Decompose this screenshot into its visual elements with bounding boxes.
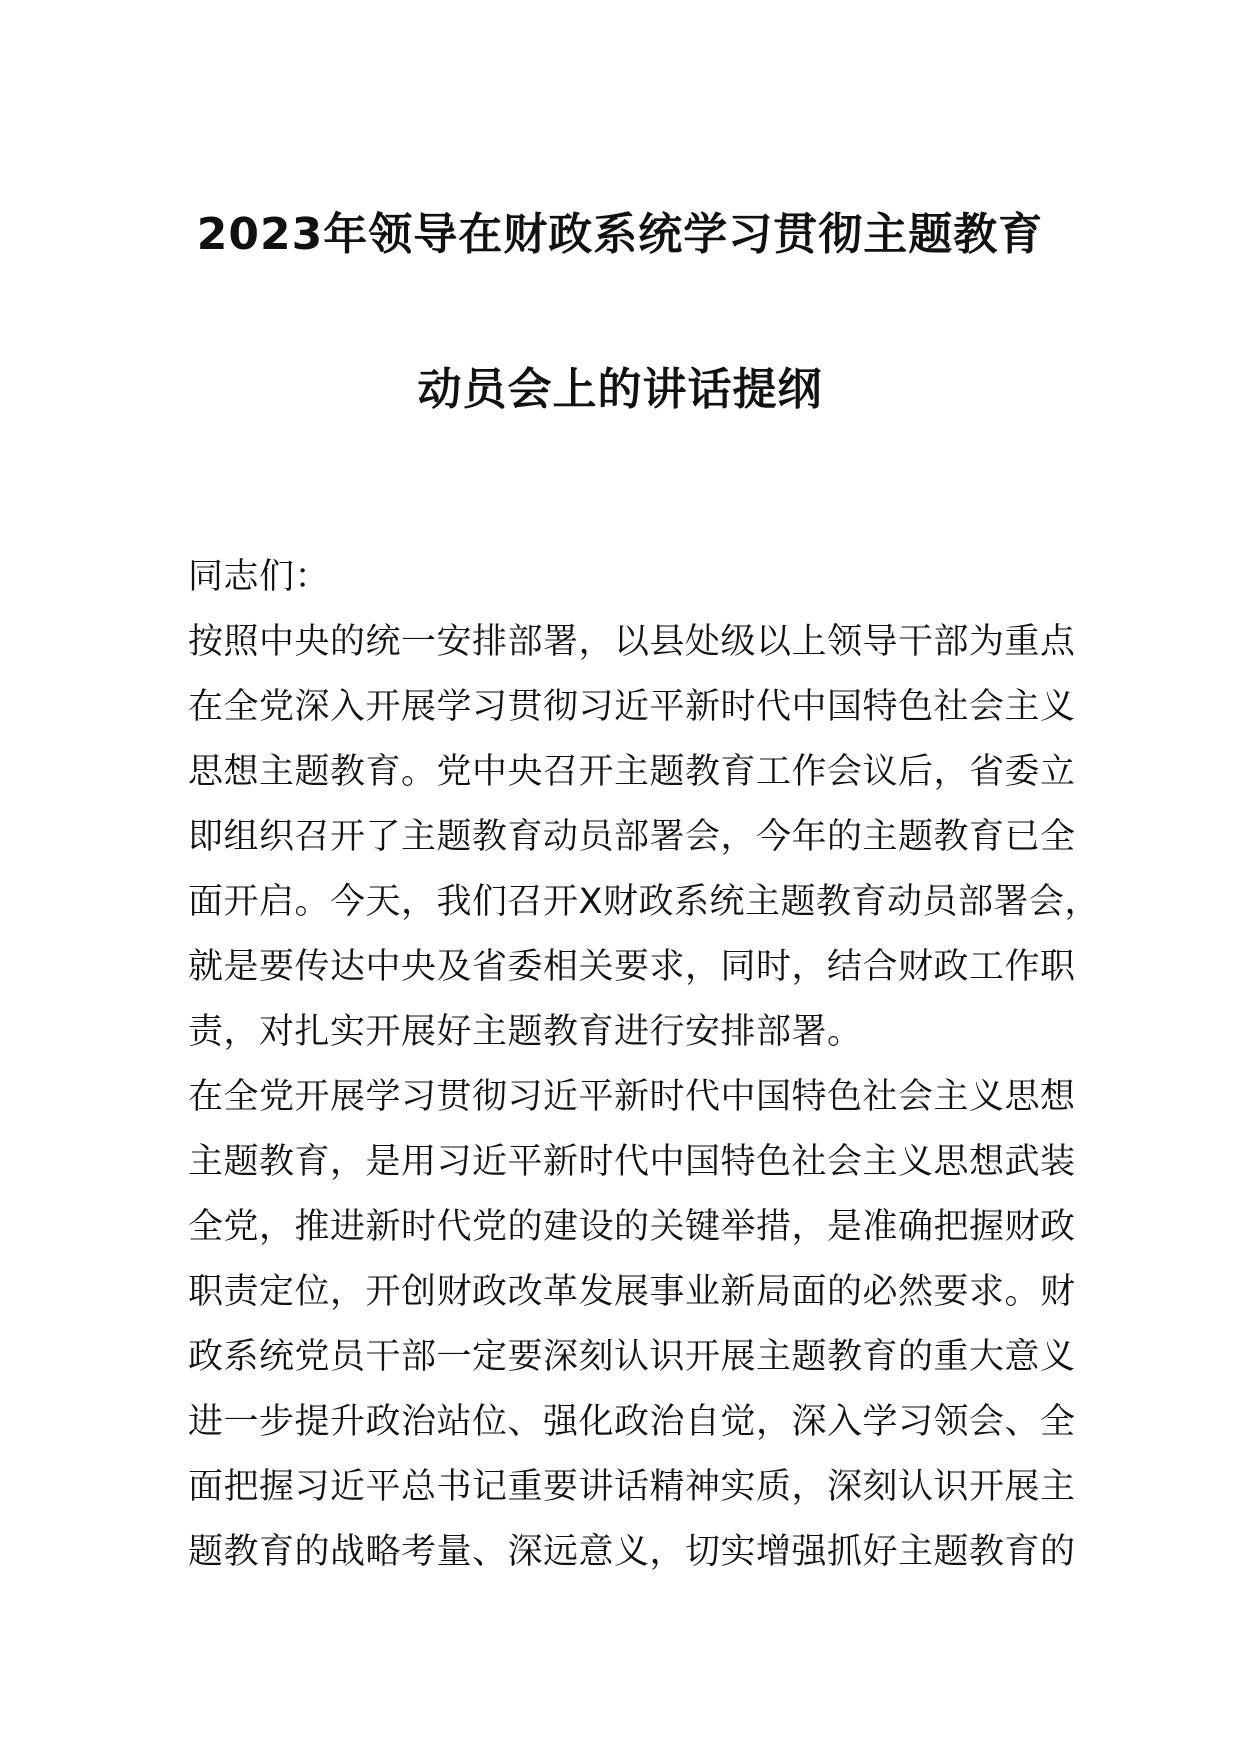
paragraph-line: 在全党开展学习贯彻习近平新时代中国特色社会主义思想 — [188, 1077, 1076, 1117]
paragraph-line: 在全党深入开展学习贯彻习近平新时代中国特色社会主义 — [188, 687, 1076, 727]
document-title-line-1: 2023年领导在财政系统学习贯彻主题教育 — [196, 209, 1044, 260]
paragraph-line: 即组织召开了主题教育动员部署会，今年的主题教育已全 — [188, 817, 1076, 857]
paragraph-line: 责，对扎实开展好主题教育进行安排部署。 — [188, 1012, 863, 1052]
paragraph-2 — [188, 1065, 1076, 1585]
paragraph-line: 主题教育，是用习近平新时代中国特色社会主义思想武装 — [188, 1142, 1076, 1182]
salutation-text: 同志们： — [188, 557, 331, 597]
paragraph-line: 思想主题教育。党中央召开主题教育工作会议后，省委立 — [188, 752, 1076, 792]
paragraph-line: 全党，推进新时代党的建设的关键举措，是准确把握财政 — [188, 1207, 1076, 1247]
paragraph-line: 政系统党员干部一定要深刻认识开展主题教育的重大意义 — [188, 1337, 1076, 1377]
paragraph-line: 进一步提升政治站位、强化政治自觉，深入学习领会、全 — [188, 1402, 1076, 1442]
paragraph-line: 就是要传达中央及省委相关要求，同时，结合财政工作职 — [188, 947, 1076, 987]
paragraph-line: 按照中央的统一安排部署，以县处级以上领导干部为重点 — [188, 622, 1076, 662]
paragraph-1 — [188, 610, 1100, 1065]
paragraph-line: 题教育的战略考量、深远意义，切实增强抓好主题教育的 — [188, 1532, 1076, 1572]
document-title-line-2: 动员会上的讲话提纲 — [417, 364, 823, 415]
salutation — [188, 545, 1058, 610]
paragraph-line: 面把握习近平总书记重要讲话精神实质，深刻认识开展主 — [188, 1467, 1076, 1507]
paragraph-line: 面开启。今天，我们召开X财政系统主题教育动员部署会， — [188, 882, 1100, 922]
paragraph-line: 职责定位，开创财政改革发展事业新局面的必然要求。财 — [188, 1272, 1076, 1312]
